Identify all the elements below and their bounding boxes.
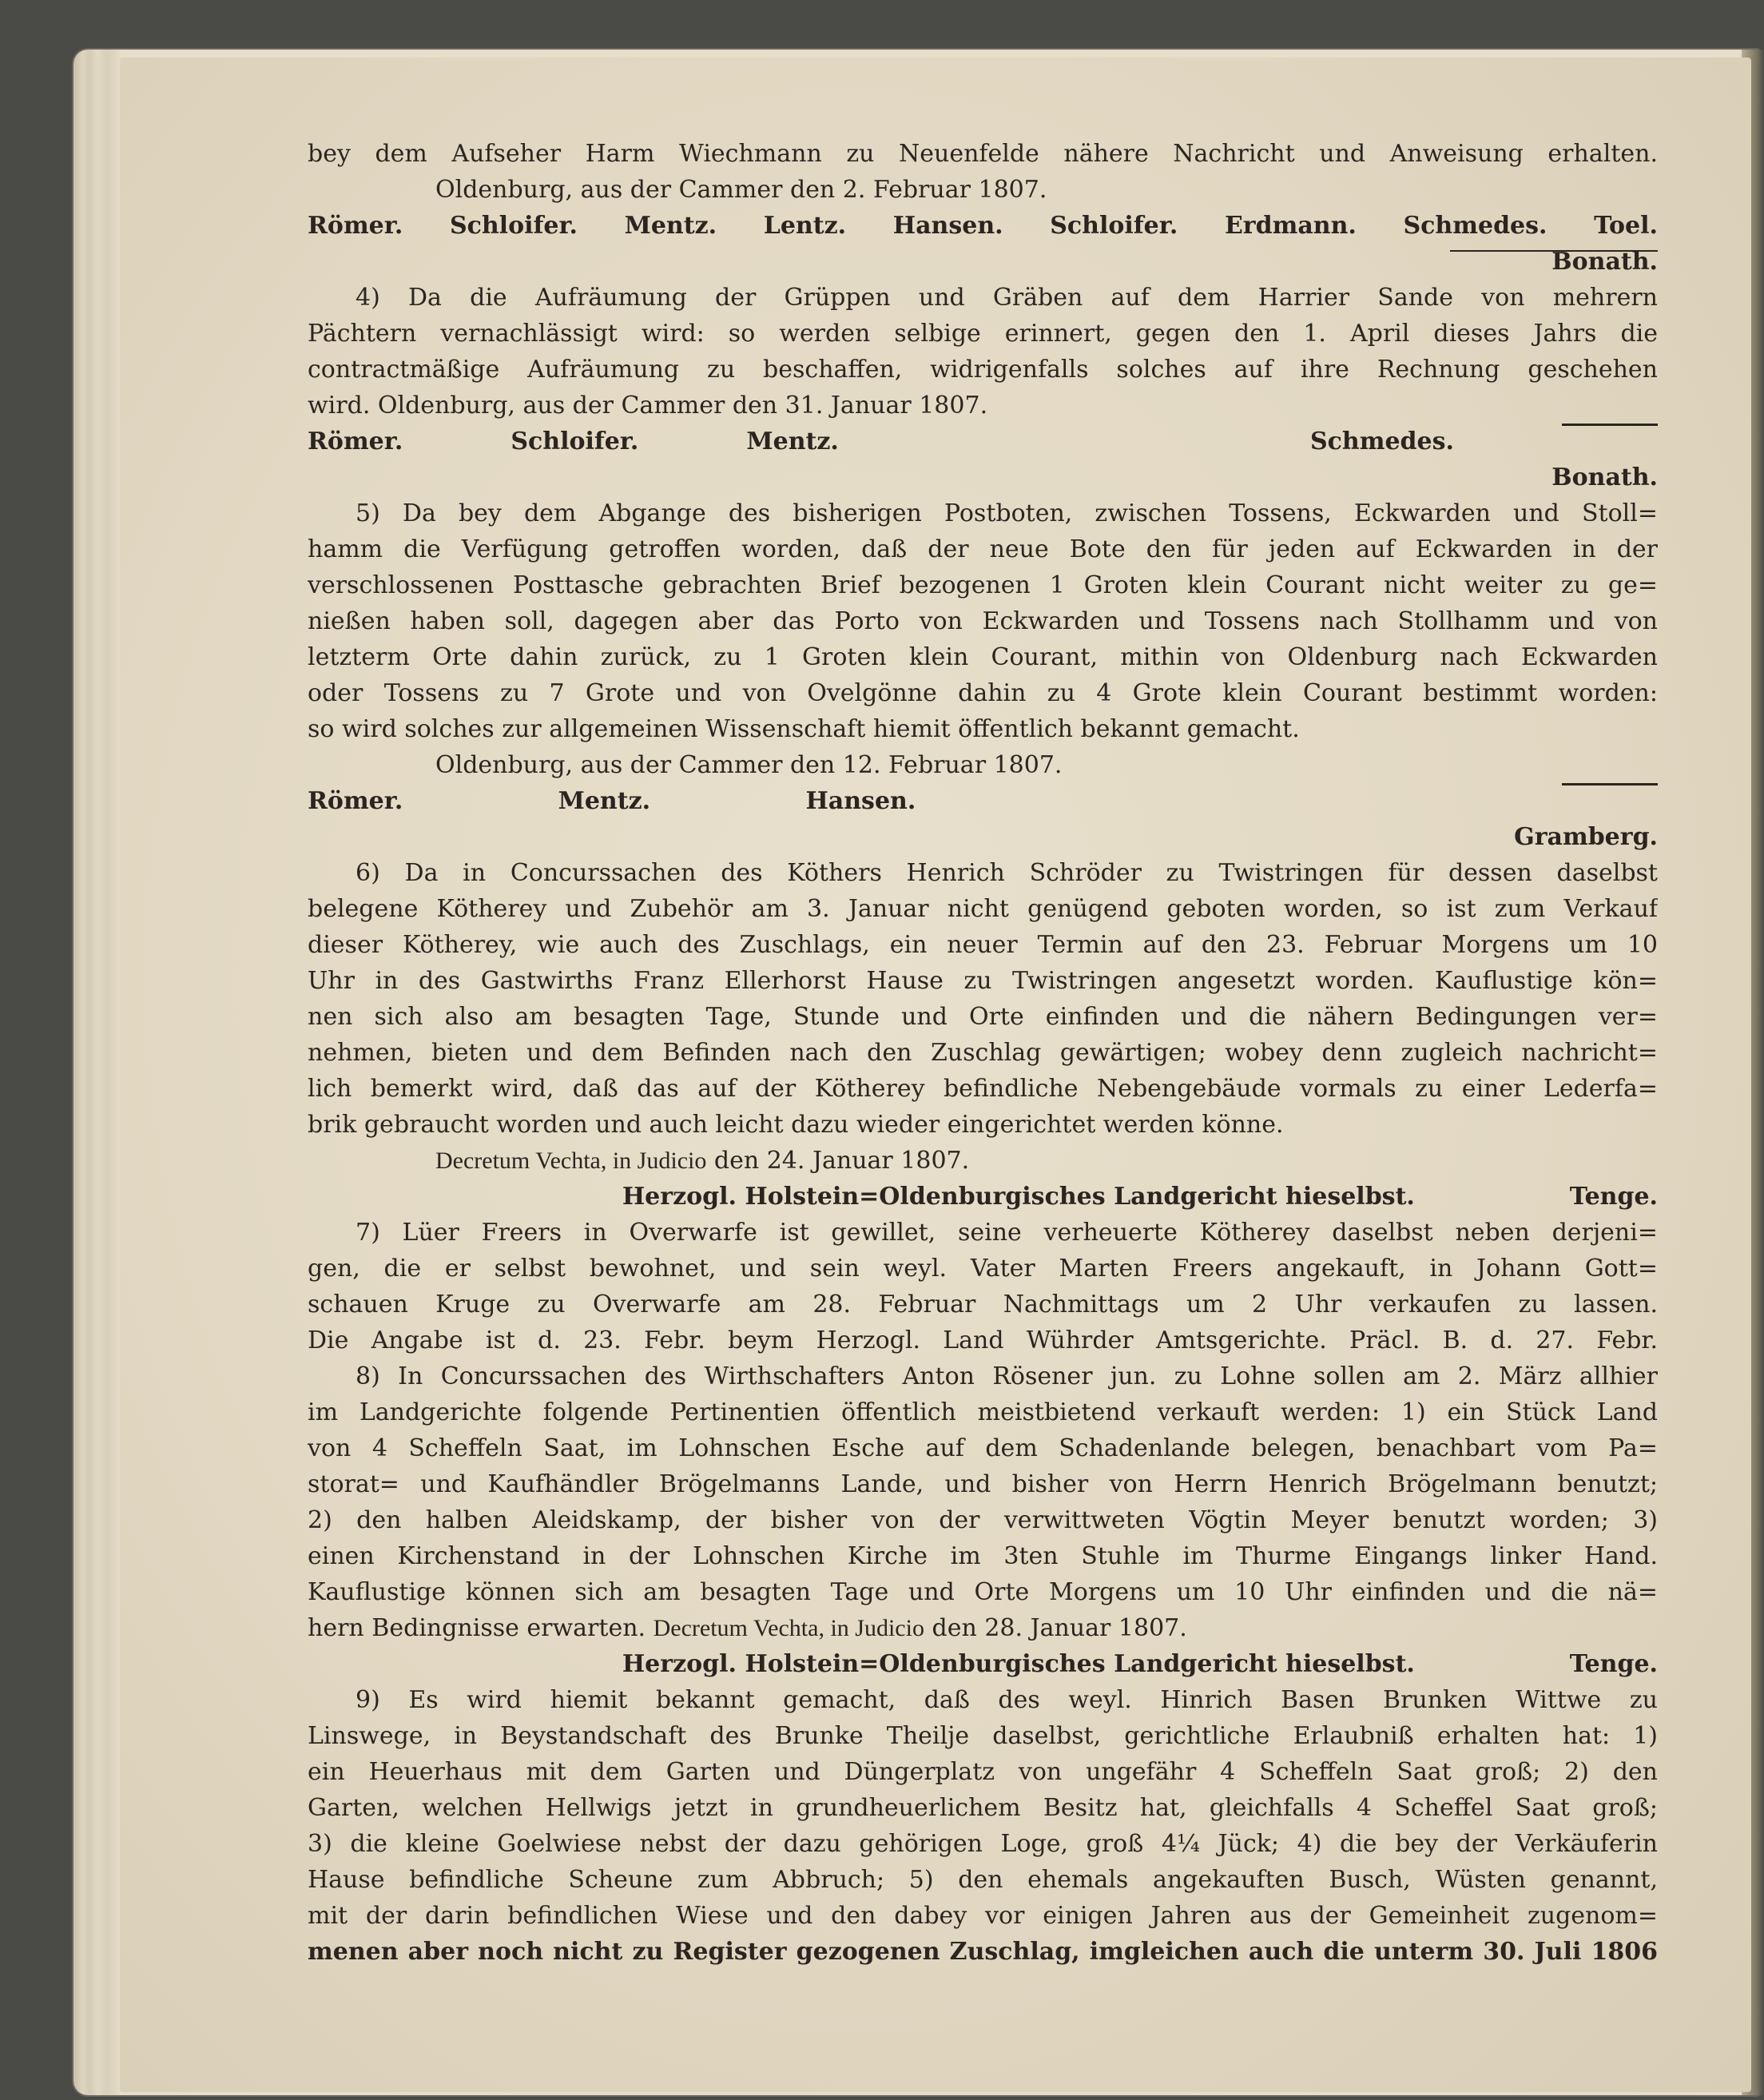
- text-line: von 4 Scheffeln Saat, im Lohnschen Esche auf dem Schadenlande belegen, benachbart vom Pa=: [308, 1434, 1658, 1462]
- decretum: Decretum Vechta, in Judicio: [435, 1147, 707, 1174]
- text-line: Uhr in des Gastwirths Franz Ellerhorst Hause zu Twistringen angesetzt worden. Kauflustige kön=: [308, 967, 1658, 995]
- decretum-line: [308, 1143, 1658, 1179]
- text-line: verschlossenen Posttasche gebrachten Brief bezogenen 1 Groten klein Courant nicht weiter zu ge=: [308, 571, 1658, 599]
- signature: Schmedes.: [1309, 428, 1454, 455]
- court-name: Herzogl. Holstein=Oldenburgisches Landgericht hieselbst.: [622, 1650, 1415, 1678]
- court-name: Herzogl. Holstein=Oldenburgisches Landgericht hieselbst.: [622, 1183, 1415, 1211]
- text-line: lich bemerkt wird, daß das auf der Kötherey befindliche Nebengebäude vormals zu einer Lederfa=: [308, 1075, 1658, 1103]
- text-line: Oldenburg, aus der Cammer den 12. Februar 1807.: [435, 751, 1063, 779]
- text-line: Pächtern vernachlässigt wird: so werden selbige erinnert, gegen den 1. April dieses Jahrs die: [308, 320, 1658, 348]
- countersign: Gramberg.: [1514, 823, 1658, 851]
- text-line: belegene Kötherey und Zubehör am 3. Januar nicht genügend geboten worden, so ist zum Verkauf: [308, 895, 1658, 923]
- text-line: im Landgerichte folgende Pertinentien öffentlich meistbietend verkauft werden: 1) ein Stück Land: [308, 1398, 1658, 1426]
- text-line: 9) Es wird hiemit bekannt gemacht, daß des weyl. Hinrich Basen Brunken Wittwe zu: [356, 1686, 1658, 1714]
- text-line: schauen Kruge zu Overwarfe am 28. Februar Nachmittags um 2 Uhr verkaufen zu lassen.: [308, 1291, 1658, 1318]
- signature: Mentz.: [624, 212, 717, 240]
- text-line: 2) den halben Aleidskamp, der bisher von der verwittweten Vögtin Meyer benutzt worden; 3): [308, 1506, 1658, 1534]
- signature: Mentz.: [746, 428, 839, 455]
- text-line: oder Tossens zu 7 Grote und von Ovelgönne dahin zu 4 Grote klein Courant bestimmt worden:: [308, 679, 1658, 707]
- signature-line: [308, 783, 1658, 819]
- divider: [1562, 783, 1658, 819]
- signature: Römer.: [308, 428, 403, 455]
- signature: Erdmann.: [1224, 212, 1357, 240]
- divider: [1562, 424, 1658, 459]
- text-line: wird. Oldenburg, aus der Cammer den 31. Januar 1807.: [308, 392, 988, 420]
- text-line: Kauflustige können sich am besagten Tage und Orte Morgens um 10 Uhr einfinden und die nä=: [308, 1578, 1658, 1606]
- signature: Lentz.: [763, 212, 847, 240]
- signature: Schmedes.: [1403, 212, 1547, 240]
- signature: Hansen.: [892, 212, 1003, 240]
- signature: Mentz.: [558, 787, 651, 815]
- text-line: Hause befindliche Scheune zum Abbruch; 5) den ehemals angekauften Busch, Wüsten genannt,: [308, 1866, 1658, 1894]
- signature: Tenge.: [1569, 1183, 1658, 1211]
- text-line: Linswege, in Beystandschaft des Brunke Theilje daselbst, gerichtliche Erlaubniß erhalten hat: 1): [308, 1722, 1658, 1750]
- signature: Schloifer.: [449, 212, 578, 240]
- text-line: nießen haben soll, dagegen aber das Porto von Eckwarden und Tossens nach Stollhamm und von: [308, 607, 1658, 635]
- text-line: nehmen, bieten und dem Befinden nach den Zuschlag gewärtigen; wobey denn zugleich nachricht=: [308, 1039, 1658, 1067]
- signature-line: [308, 208, 1658, 244]
- signature: Schloifer.: [1050, 212, 1178, 240]
- signature: Tenge.: [1569, 1650, 1658, 1678]
- countersign: Bonath.: [1551, 248, 1658, 276]
- text-line: Garten, welchen Hellwigs jetzt in grundheuerlichem Besitz hat, gleichfalls 4 Scheffel Saat groß;: [308, 1794, 1658, 1822]
- signature: Schloifer.: [511, 428, 639, 455]
- signature: Römer.: [308, 787, 403, 815]
- page-text: [308, 136, 1658, 1970]
- text-line: letzterm Orte dahin zurück, zu 1 Groten klein Courant, mithin von Oldenburg nach Eckwarden: [308, 643, 1658, 671]
- signature: Toel.: [1594, 212, 1658, 240]
- decretum-date: den 24. Januar 1807.: [713, 1147, 970, 1175]
- decretum-line: [308, 1610, 1658, 1646]
- signature-line: [308, 424, 1658, 459]
- text-line: 5) Da bey dem Abgange des bisherigen Postboten, zwischen Tossens, Eckwarden und Stoll=: [356, 499, 1658, 527]
- text-line: so wird solches zur allgemeinen Wissenschaft hiemit öffentlich bekannt gemacht.: [308, 715, 1300, 743]
- decretum-date: den 28. Januar 1807.: [932, 1614, 1187, 1642]
- text-line: 3) die kleine Goelwiese nebst der dazu gehörigen Loge, groß 4¼ Jück; 4) die bey der Verkäuferin: [308, 1830, 1658, 1858]
- text-line: nen sich also am besagten Tage, Stunde und Orte einfinden und die nähern Bedingungen ver=: [308, 1003, 1658, 1031]
- text-line: gen, die er selbst bewohnet, und sein weyl. Vater Marten Freers angekauft, in Johann Gott=: [308, 1255, 1658, 1283]
- signature: Hansen.: [805, 787, 916, 815]
- text-line: 6) Da in Concurssachen des Köthers Henrich Schröder zu Twistringen für dessen daselbst: [356, 859, 1658, 887]
- text-line: mit der darin befindlichen Wiese und den dabey vor einigen Jahren aus der Gemeinheit zugenom=: [308, 1902, 1658, 1930]
- signature: Römer.: [308, 212, 403, 240]
- text-line: Die Angabe ist d. 23. Febr. beym Herzogl. Land Wührder Amtsgerichte. Präcl. B. d. 27. Febr.: [308, 1326, 1658, 1354]
- text-line: ein Heuerhaus mit dem Garten und Düngerplatz von ungefähr 4 Scheffeln Saat groß; 2) den: [308, 1758, 1658, 1786]
- court-line: [308, 1646, 1658, 1682]
- decretum: Decretum Vechta, in Judicio: [653, 1615, 924, 1641]
- text-line: Oldenburg, aus der Cammer den 2. Februar 1807.: [435, 176, 1047, 204]
- text-line: bey dem Aufseher Harm Wiechmann zu Neuenfelde nähere Nachricht und Anweisung erhalten.: [308, 140, 1658, 168]
- countersign-block: [308, 244, 1658, 280]
- text-line: contractmäßige Aufräumung zu beschaffen, widrigenfalls solches auf ihre Rechnung geschehen: [308, 356, 1658, 384]
- text-line: storat= und Kaufhändler Brögelmanns Lande, und bisher von Herrn Henrich Brögelmann benutzt;: [308, 1470, 1658, 1498]
- countersign: Bonath.: [1551, 463, 1658, 491]
- text-line: hamm die Verfügung getroffen worden, daß der neue Bote den für jeden auf Eckwarden in der: [308, 535, 1658, 563]
- court-line: [308, 1179, 1658, 1215]
- text-line: 4) Da die Aufräumung der Grüppen und Gräben auf dem Harrier Sande von mehrern: [356, 284, 1658, 312]
- text-line: einen Kirchenstand in der Lohnschen Kirche im 3ten Stuhle im Thurme Eingangs linker Hand.: [308, 1542, 1658, 1570]
- text-line: 7) Lüer Freers in Overwarfe ist gewillet, seine verheuerte Kötherey daselbst neben derjeni=: [356, 1219, 1658, 1247]
- text-line: menen aber noch nicht zu Register gezogenen Zuschlag, imgleichen auch die unterm 30. Juli 1806: [308, 1938, 1658, 1966]
- text-line: hern Bedingnisse erwarten.: [308, 1614, 646, 1642]
- text-line: dieser Kötherey, wie auch des Zuschlags, ein neuer Termin auf den 23. Februar Morgens um 10: [308, 931, 1658, 959]
- text-line: 8) In Concurssachen des Wirthschafters Anton Rösener jun. zu Lohne sollen am 2. März allhier: [356, 1362, 1658, 1390]
- text-line: brik gebraucht worden und auch leicht dazu wieder eingerichtet werden könne.: [308, 1111, 1284, 1139]
